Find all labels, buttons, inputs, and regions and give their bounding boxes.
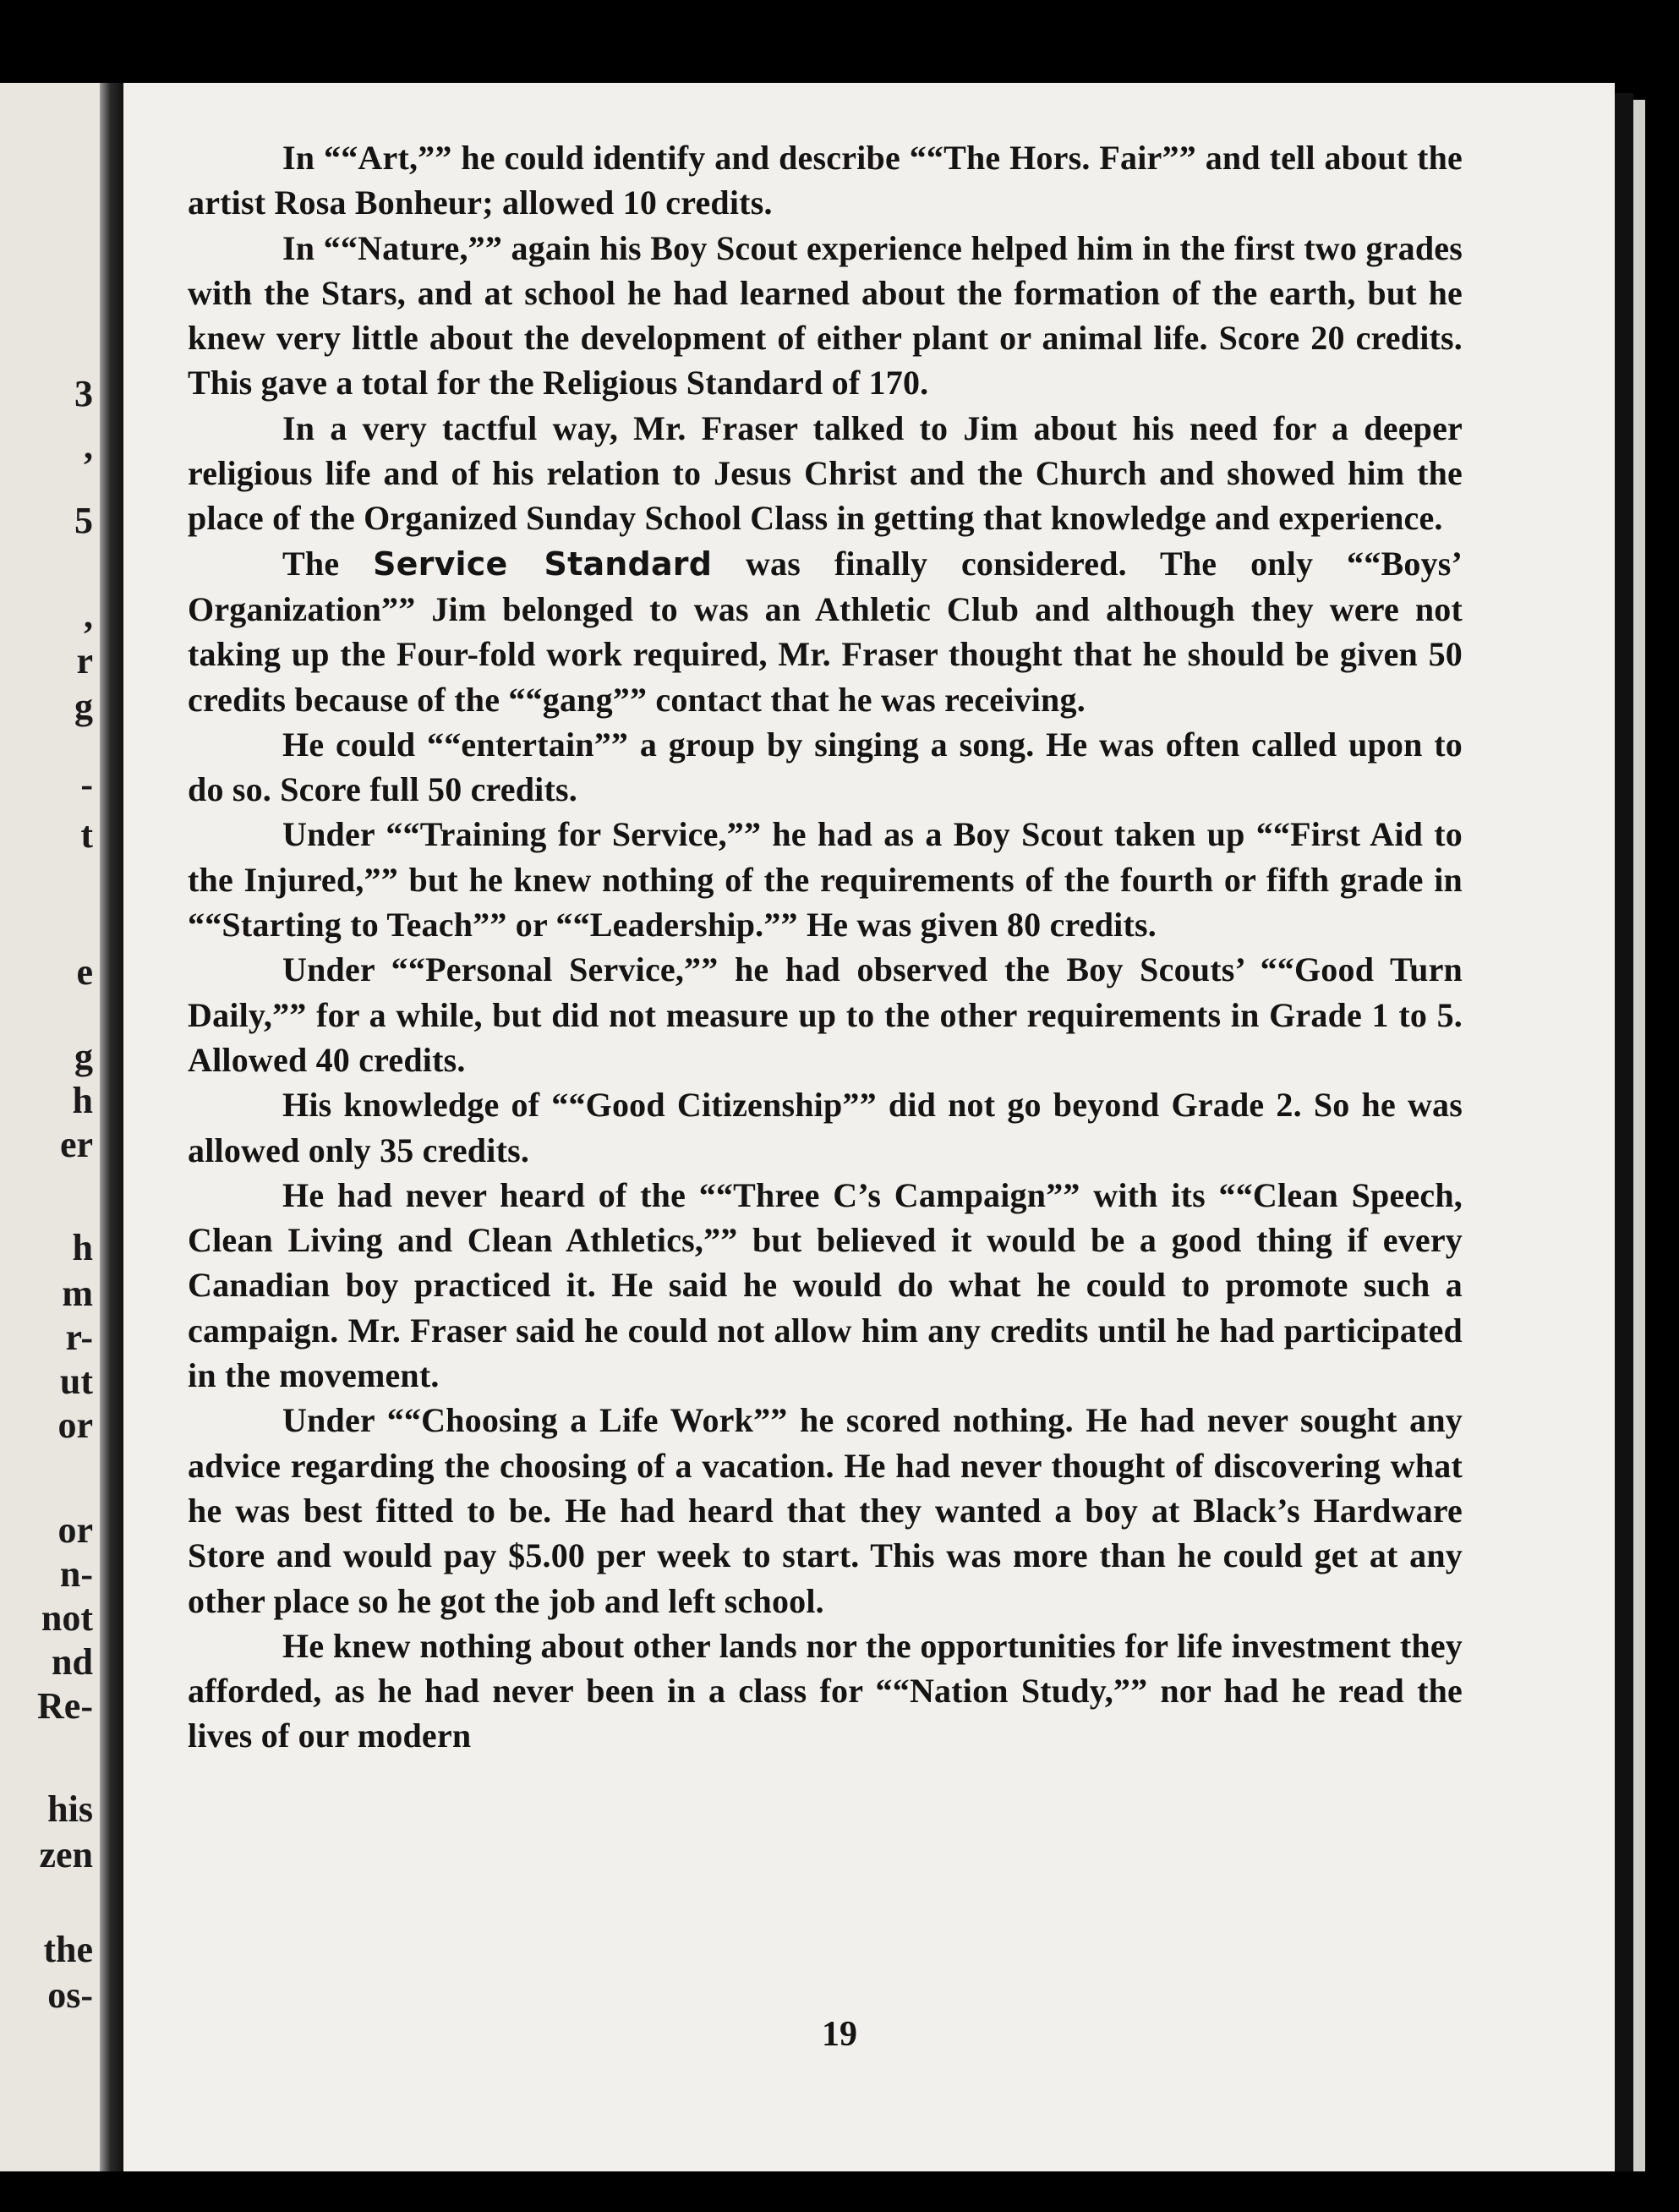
paragraph-text: was finally considered. The only ““Boys’ Organization”” Jim belonged to was an Athletic Club and although they were not taking up the Four-fold work required, Mr. Fraser thought that he should be given 50 credits because of the ““gang”” contact that he was receiving. (188, 544, 1463, 719)
scan-top-border (0, 0, 1679, 83)
scan-bottom-border (0, 2171, 1679, 2212)
facing-page-fragment: ut (59, 1361, 93, 1402)
section-heading-inline: Service Standard (373, 545, 713, 583)
facing-page-fragment: g (74, 1036, 93, 1077)
facing-page-edge (0, 83, 100, 2171)
paragraph-prefix: The (282, 544, 374, 583)
facing-page-fragment: 3 (74, 373, 93, 414)
facing-page-fragment: er (59, 1124, 93, 1165)
facing-page-fragment: r (76, 640, 93, 682)
page-body-text (188, 135, 1463, 1759)
facing-page-fragment: the (43, 1929, 93, 1970)
page-edge-shadow (1615, 93, 1633, 2182)
facing-page-fragment: 5 (74, 500, 93, 541)
paragraph: His knowledge of ““Good Citizenship”” did not go beyond Grade 2. So he was allowed only 35 credits. (188, 1086, 1463, 1169)
facing-page-fragment: m (62, 1273, 93, 1314)
book-binding-gutter (100, 83, 123, 2171)
facing-page-fragment: os- (47, 1974, 93, 2016)
facing-page-fragment: h (72, 1080, 93, 1121)
facing-page-fragment: Re- (37, 1685, 93, 1727)
paragraph: Under ““Choosing a Life Work”” he scored nothing. He had never sought any advice regarding the choosing of a vacation. He had never thought of discovering what he was best fitted to be. He had heard that they wanted a boy at Black’s Hardware Store and would pay $5.00 per week to start. This was more than he could get at any other place so he got the job and left school. (188, 1401, 1463, 1620)
facing-page-fragment: n- (59, 1553, 93, 1595)
facing-page-fragment: his (47, 1788, 93, 1830)
paragraph: He knew nothing about other lands nor the opportunities for life investment they afforded, as he had never been in a class for ““Nation Study,”” nor had he read the lives of our modern (188, 1626, 1463, 1755)
facing-page-fragment: e (76, 951, 93, 993)
facing-page-fragment: - (80, 764, 93, 805)
facing-page-fragment: t (80, 814, 93, 856)
facing-page-fragment: , (84, 425, 93, 467)
next-page-edge (1633, 100, 1645, 2188)
facing-page-fragment: r- (65, 1317, 93, 1358)
paragraph (188, 541, 1463, 722)
paragraph: Under ““Training for Service,”” he had as a Boy Scout taken up ““First Aid to the Injured,”” but he knew nothing of the requirements of the fourth or fifth grade in ““Starting to Teach”” or ““Leadership.”” He was given 80 credits. (188, 815, 1463, 944)
facing-page-fragment: nd (52, 1641, 93, 1683)
paragraph: In ““Nature,”” again his Boy Scout experience helped him in the first two grades with the Stars, and at school he had learned about the formation of the earth, but he knew very little about the development of either plant or animal life. Score 20 credits. This gave a total for the Religious Standard of 170. (188, 228, 1463, 402)
paragraph: In ““Art,”” he could identify and describe ““The Hors. Fair”” and tell about the artist Rosa Bonheur; allowed 10 credits. (188, 139, 1463, 222)
facing-page-fragment: or (57, 1404, 93, 1446)
facing-page-fragment: h (72, 1227, 93, 1268)
paragraph: He had never heard of the ““Three C’s Campaign”” with its ““Clean Speech, Clean Living and Clean Athletics,”” but believed it would be a good thing if every Canadian boy practiced it. He said he would do what he could to promote such a campaign. Mr. Fraser said he could not allow him any credits until he had participated in the movement. (188, 1175, 1463, 1395)
page-number: 19 (822, 2015, 857, 2054)
facing-page-fragment: zen (39, 1834, 93, 1875)
facing-page-fragment: not (41, 1597, 93, 1639)
paragraph: He could ““entertain”” a group by singing a song. He was often called upon to do so. Score full 50 credits. (188, 725, 1463, 809)
paragraph: Under ““Personal Service,”” he had observed the Boy Scouts’ ““Good Turn Daily,”” for a while, but did not measure up to the other requirements in Grade 1 to 5. Allowed 40 credits. (188, 950, 1463, 1079)
paragraph: In a very tactful way, Mr. Fraser talked to Jim about his need for a deeper religious life and of his relation to Jesus Christ and the Church and showed him the place of the Organized Sunday School Class in getting that knowledge and experience. (188, 408, 1463, 538)
facing-page-fragment: or (57, 1509, 93, 1551)
facing-page-fragment: , (84, 594, 93, 636)
facing-page-fragment: g (74, 686, 93, 727)
